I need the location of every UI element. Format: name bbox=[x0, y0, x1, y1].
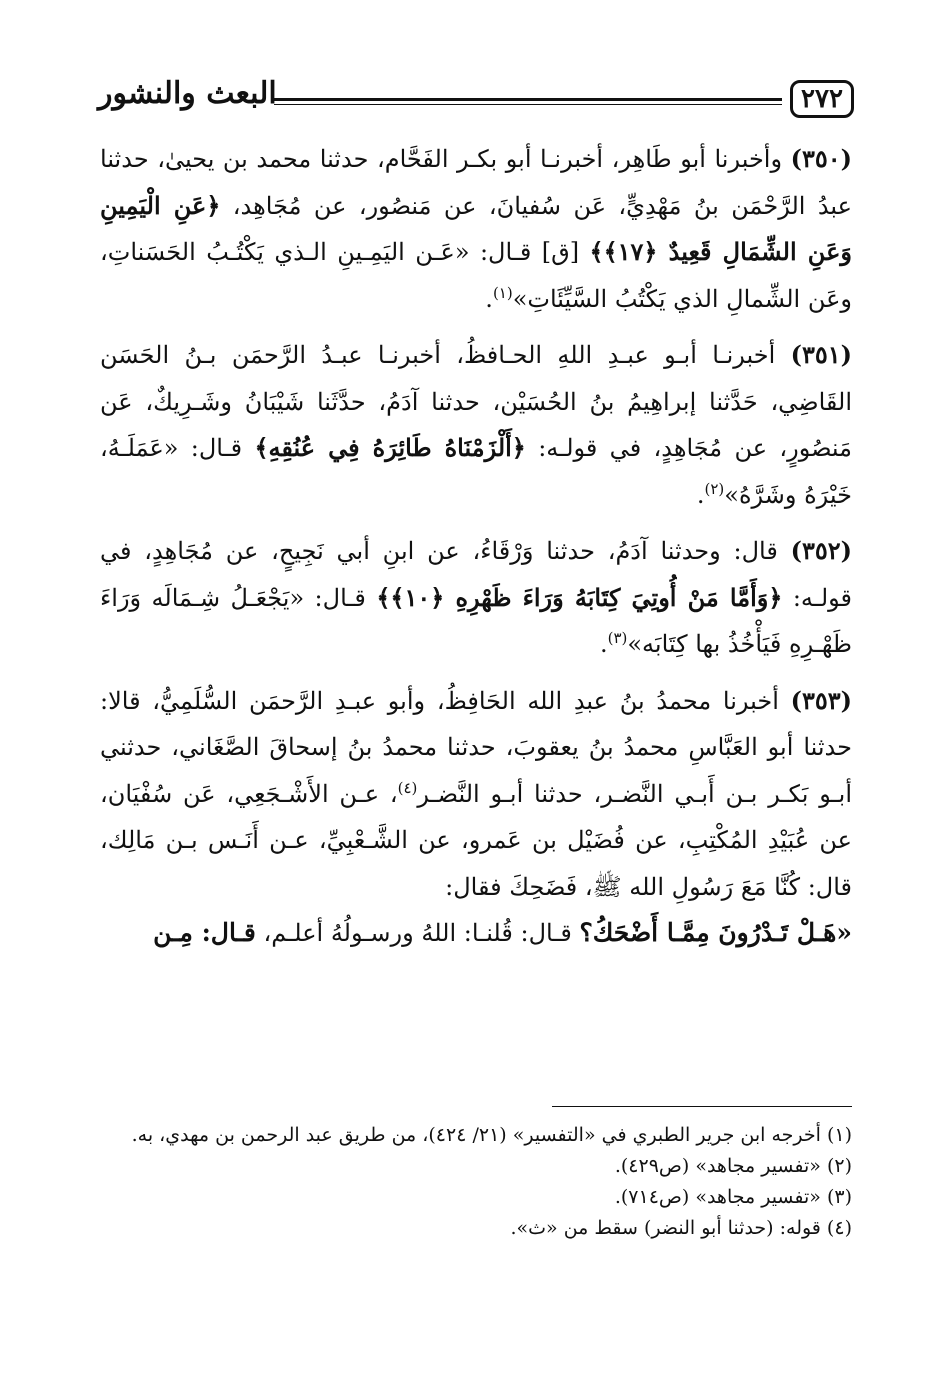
footnote-1: (١) أخرجه ابن جرير الطبري في «التفسير» (٢١/ ٤٢٤)، من طريق عبد الرحمن بن مهدي، به. bbox=[131, 1124, 852, 1146]
hadith-quote: «هَـلْ تَـدْرُونَ مِمَّـا أَضْحَكُ؟ bbox=[579, 918, 852, 947]
hadith-number: (٣٥١) bbox=[790, 340, 852, 369]
paragraph-text: قـال: «عَمَلَـهُ، خَيْرَهُ وشَرَّهُ» bbox=[100, 434, 852, 509]
quran-verse: ﴿وَأَمَّا مَنْ أُوتِيَ كِتَابَهُ وَرَاءَ ظَهْرِهِ ﴿١٠﴾﴾ bbox=[376, 582, 783, 612]
hadith-number: (٣٥٠) bbox=[790, 144, 852, 173]
sentence-end: . bbox=[599, 630, 608, 658]
paragraph-text: قـال: قُلنـا: اللهُ ورسـولُهُ أعلـم، bbox=[263, 919, 572, 947]
footnote-ref: (٣) bbox=[607, 629, 628, 647]
hadith-paragraph-353 bbox=[100, 678, 852, 957]
footnotes bbox=[100, 1120, 852, 1244]
quran-verse: ﴿أَلْزَمْنَاهُ طَائِرَهُ فِي عُنُقِهِ﴾ bbox=[254, 433, 526, 462]
paragraph-text: قـال: «يَجْعَـلُ شِـمَالَه وَرَاءَ ظَهْـرِهِ فَيَأْخُذُ بها كِتَابَه» bbox=[100, 583, 852, 658]
footnote-2: (٢) «تفسير مجاهد» (ص٤٢٩). bbox=[614, 1155, 852, 1177]
hadith-number: (٣٥٢) bbox=[790, 536, 852, 565]
hadith-paragraph-351 bbox=[100, 332, 852, 518]
paragraph-text: وأخبرنا أبو طَاهِر، أخبرنـا أبو بكـر الفَحَّام، حدثنا محمد بن يحيىٰ، حدثنا عبدُ الرَّحْمَن بنُ مَهْدِيٍّ، عَن سُفيانَ، عن مَنصُور، عن مُجَاهِد، bbox=[100, 145, 852, 220]
paragraph-text: أخبرنا محمدُ بنُ عبدِ الله الحَافِظُ، وأبو عبـدِ الرَّحمَن السُّلَمِيُّ، قالا: حدثنا أبو العَبَّاسِ محمدُ بنُ يعقوبَ، حدثنا محمدُ بنُ إسحاقَ الصَّغَاني، حدثني أبـو بَكـر بـن أَبـي النَّضـر، حدثنا أبـو النَّضـر bbox=[100, 686, 853, 808]
footnote-ref: (١) bbox=[492, 283, 513, 302]
page-number: ٢٧٢ bbox=[790, 80, 854, 118]
hadith-number: (٣٥٣) bbox=[790, 685, 852, 715]
hadith-paragraph-350 bbox=[100, 136, 852, 322]
footnote-4: (٤) قوله: (حدثنا أبو النضر) سقط من «ث». bbox=[510, 1217, 852, 1239]
sentence-end: . bbox=[485, 284, 493, 313]
main-text bbox=[100, 136, 852, 967]
footnote-ref: (٢) bbox=[704, 479, 725, 498]
hadith-paragraph-352 bbox=[100, 528, 852, 668]
footnote-3: (٣) «تفسير مجاهد» (ص٧١٤). bbox=[614, 1186, 852, 1208]
footnote-ref: (٤) bbox=[397, 778, 418, 797]
hadith-quote: قـال: مِـن bbox=[153, 918, 256, 947]
quran-verse: ﴿عَنِ الْيَمِينِ وَعَنِ الشِّمَالِ قَعِيدٌ ﴿١٧﴾﴾ bbox=[100, 190, 852, 266]
paragraph-text: قال: وحدثنا آدَمُ، حدثنا وَرْقَاءُ، عن ابنِ أبي نَجِيحٍ، عن مُجَاهِدٍ، في قولـه: bbox=[100, 537, 852, 612]
sentence-end: . bbox=[696, 480, 705, 509]
page-header bbox=[98, 78, 854, 122]
paragraph-text: ، عـن الأَشْـجَعِي، عَن سُفْيَان، عن عُبَيْدِ المُكْتِبِ، عن فُضَيْل بن عَمرو، عن الشَّـعْبِيِّ، عـن أَنَـس بـن مَالِك، قال: كُنَّا مَعَ رَسُولِ الله ﷺ، فَضَحِكَ فقال: bbox=[100, 779, 852, 901]
footnote-divider bbox=[552, 1106, 852, 1107]
paragraph-text: أخبرنـا أبـو عبـدِ اللهِ الحـافظُ، أخبرنـا عبـدُ الرَّحمَن بـنُ الحَسَن القَاضِي، حَدَّثنا إبراهِيمُ بنُ الحُسَيْن، حدثنا آدَمُ، حدَّثَنا شَيْبَانُ وشَـرِيكٌ، عَن مَنصُورٍ، عن مُجَاهِدٍ، في قولـه: bbox=[100, 341, 853, 462]
paragraph-text: [ق] قـال: «عَـن اليَمِـينِ الـذي يَكْتُـبُ الحَسَناتِ، وعَن الشِّمالِ الذي يَكْتُبُ السَّيِّئَاتِ» bbox=[100, 238, 852, 313]
header-rule bbox=[274, 98, 782, 105]
book-title: البعث والنشور bbox=[98, 76, 277, 111]
